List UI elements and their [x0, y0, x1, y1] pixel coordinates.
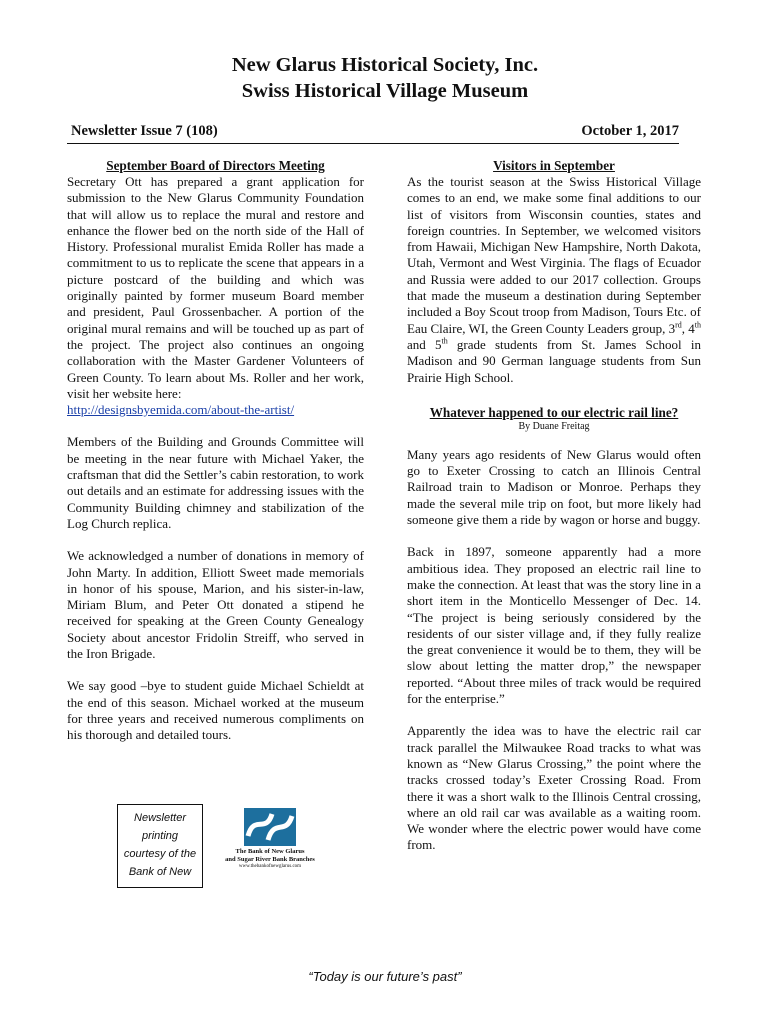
org-title: New Glarus Historical Society, Inc. — [231, 54, 539, 76]
bank-name: The Bank of New Glarus and Sugar River Bank Branches — [225, 848, 315, 863]
rail-line-byline: By Duane Freitag — [518, 420, 590, 432]
right-column — [407, 158, 701, 854]
board-meeting-paragraph-4: We say good –bye to student guide Michael Schieldt at the end of this season. Michael worked at the museum for three years and received numerous compliments on his thorough and detailed tours. — [67, 678, 364, 743]
rail-line-heading: Whatever happened to our electric rail line? — [429, 404, 679, 420]
issue-date: October 1, 2017 — [581, 123, 679, 139]
board-meeting-paragraph-3: We acknowledged a number of donations in memory of John Marty. In addition, Elliott Sweet made memorials in honor of his spouse, Marion, and his sister-in-law, Miriam Blum, and Peter Ott donated a stipend he received for speaking at the Green County Genealogy Society about ancestor Fridolin Streiff, who served in the Iron Brigade. — [67, 548, 364, 662]
rail-line-paragraph-2: Back in 1897, someone apparently had a more ambitious idea. They proposed an electric rail line to make the connection. At least that was the story line in a short item in the Monticello Messenger of Dec. 14. “The project is being seriously considered by the residents of our sister village and, if they fully realize the great convenience it would be to them, they will be slow about letting the matter drop,” the newspaper reported. “About three miles of track would be required for the enterprise.” — [407, 544, 701, 707]
rail-line-paragraph-3: Apparently the idea was to have the electric rail car track parallel the Milwaukee Road tracks to what was known as “New Glarus Crossing,” the point where the tracks crossed today’s Exeter Crossing Road. From there it was a short walk to the Illinois Central crossing, where an old rail car was available as a waiting room. We wonder where the electric power would have come from. — [407, 723, 701, 853]
board-meeting-heading: September Board of Directors Meeting — [106, 158, 325, 173]
issue-number: Newsletter Issue 7 (108) — [71, 123, 218, 139]
board-meeting-paragraph-1: Secretary Ott has prepared a grant application for submission to the New Glarus Community Foundation that will allow us to replace the mural and restore and enhance the flower bed on the north side of the Hall of History. Professional muralist Emida Roller has made a commitment to us to replicate the scene that appears in a picture postcard of the building and which was originally painted by former museum Board member and president, Paul Grossenbacher. A portion of the original mural remains and will be touched up as part of the project. The project also continues an ongoing collaboration with the Master Gardener Volunteers of Green County. To learn about Ms. Roller and her work, visit her website here: — [67, 174, 364, 401]
issue-bar — [67, 123, 679, 144]
printing-credit-box: Newsletter printing courtesy of the Bank of New — [117, 804, 203, 888]
board-meeting-paragraph-2: Members of the Building and Grounds Committee will be meeting in the near future with Michael Yaker, the craftsman that did the Settler’s cabin restoration, to work out details and an estimate for addressing issues with the Community Building chimney and stabilization of the Log Church replica. — [67, 434, 364, 531]
bank-website: www.thebankofnewglarus.com — [238, 864, 302, 869]
visitors-paragraph: As the tourist season at the Swiss Historical Village comes to an end, we make some final additions to our list of visitors from Wisconsin counties, states and foreign countries. In September, we welcomed visitors from Hawaii, Michigan New Hampshire, North Dakota, Utah, Vermont and West Virginia. The flags of Ecuador and Russia were added to our 2017 collection. Groups that made the museum a destination during September included a Boy Scout troop from Madison, Tours Etc. of Eau Claire, WI, the Green County Leaders group, 3rd, 4th and 5th grade students from St. James School in Madison and 90 German language students from Sun Prairie High School. — [407, 174, 701, 385]
visitors-heading: Visitors in September — [493, 158, 615, 173]
left-column — [67, 158, 364, 744]
footer-motto: “Today is our future’s past” — [308, 969, 462, 984]
rail-line-paragraph-1: Many years ago residents of New Glarus would often go to Exeter Crossing to catch an Illinois Central Railroad train to Madison or Monroe. Perhaps they made the several mile trip on foot, but more likely had someone give them a ride by wagon or horse and buggy. — [407, 446, 701, 528]
museum-title: Swiss Historical Village Museum — [241, 80, 529, 102]
artist-website-link[interactable]: http://designsbyemida.com/about-the-artist/ — [67, 402, 295, 418]
